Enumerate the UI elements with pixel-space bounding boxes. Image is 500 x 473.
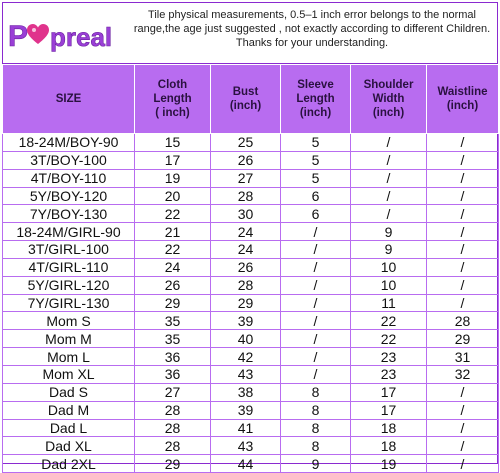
col-size-cell: 7Y/GIRL-130 xyxy=(3,294,135,312)
col-shoulder-width-cell: / xyxy=(351,134,427,152)
table-row xyxy=(3,151,499,169)
table-row xyxy=(3,187,499,205)
col-shoulder-width-cell: 19 xyxy=(351,455,427,473)
col-cloth-length-cell: 29 xyxy=(135,294,211,312)
col-size-cell: Mom L xyxy=(3,348,135,366)
table-row xyxy=(3,330,499,348)
col-waistline-cell: / xyxy=(427,276,499,294)
col-bust-cell: 40 xyxy=(211,330,281,348)
col-sleeve-length-cell: / xyxy=(281,348,351,366)
col-shoulder-width-cell: 17 xyxy=(351,401,427,419)
col-bust-cell: 29 xyxy=(211,294,281,312)
col-sleeve-length-cell: 9 xyxy=(281,455,351,473)
col-bust-cell: 41 xyxy=(211,419,281,437)
col-bust-cell: 44 xyxy=(211,455,281,473)
svg-text:P: P xyxy=(8,20,29,53)
col-sleeve-length-cell: / xyxy=(281,294,351,312)
col-sleeve-length-cell: / xyxy=(281,241,351,259)
table-row xyxy=(3,401,499,419)
col-shoulder-width-cell: 9 xyxy=(351,223,427,241)
col-cloth-length-cell: 15 xyxy=(135,134,211,152)
table-row xyxy=(3,348,499,366)
col-bust-cell: 25 xyxy=(211,134,281,152)
col-waistline-cell: / xyxy=(427,223,499,241)
col-sleeve-length-cell: / xyxy=(281,258,351,276)
col-waistline-cell: / xyxy=(427,383,499,401)
table-row xyxy=(3,241,499,259)
col-size-cell: 3T/GIRL-100 xyxy=(3,241,135,259)
col-shoulder-width-cell: 10 xyxy=(351,276,427,294)
notice-text: Tile physical measurements, 0.5–1 inch error belongs to the normal range,the age just suggested , not exactly according to different Children. Thanks for your understanding. xyxy=(133,9,491,49)
col-sleeve-length-cell: / xyxy=(281,330,351,348)
brand-logo xyxy=(6,14,128,56)
col-cloth-length-cell: 20 xyxy=(135,187,211,205)
col-size-cell: 5Y/BOY-120 xyxy=(3,187,135,205)
table-row xyxy=(3,383,499,401)
col-cloth-length-cell: 35 xyxy=(135,312,211,330)
col-waistline-cell: / xyxy=(427,187,499,205)
col-waistline-cell: / xyxy=(427,134,499,152)
col-sleeve-length-cell: 5 xyxy=(281,169,351,187)
col-size-cell: Dad M xyxy=(3,401,135,419)
col-sleeve-length-cell: 8 xyxy=(281,437,351,455)
col-cloth-length-cell: 17 xyxy=(135,151,211,169)
col-sleeve-length-cell: / xyxy=(281,365,351,383)
col-waistline-cell: 29 xyxy=(427,330,499,348)
col-waistline-cell: / xyxy=(427,258,499,276)
col-cloth-length-cell: 36 xyxy=(135,348,211,366)
col-bust-cell: 26 xyxy=(211,258,281,276)
col-shoulder-width-cell: 9 xyxy=(351,241,427,259)
col-waistline-cell: / xyxy=(427,241,499,259)
col-size-cell: 7Y/BOY-130 xyxy=(3,205,135,223)
col-shoulder-width-cell: / xyxy=(351,187,427,205)
table-row xyxy=(3,294,499,312)
col-waistline-cell: / xyxy=(427,419,499,437)
table-row xyxy=(3,205,499,223)
col-shoulder-width-cell: 23 xyxy=(351,348,427,366)
col-sleeve-length-cell: 5 xyxy=(281,151,351,169)
col-waistline-cell: / xyxy=(427,205,499,223)
table-body xyxy=(3,134,499,473)
col-waistline-header: Waistline (inch) xyxy=(427,65,499,134)
col-waistline-cell: 28 xyxy=(427,312,499,330)
col-sleeve-length-cell: 8 xyxy=(281,401,351,419)
table-row xyxy=(3,169,499,187)
svg-text:preal: preal xyxy=(50,22,113,52)
col-shoulder-width-cell: 22 xyxy=(351,330,427,348)
table-row xyxy=(3,437,499,455)
col-shoulder-width-cell: 17 xyxy=(351,383,427,401)
col-size-cell: 3T/BOY-100 xyxy=(3,151,135,169)
col-cloth-length-cell: 35 xyxy=(135,330,211,348)
col-bust-cell: 43 xyxy=(211,437,281,455)
col-size-cell: Dad XL xyxy=(3,437,135,455)
col-shoulder-width-cell: 11 xyxy=(351,294,427,312)
col-shoulder-width-cell: / xyxy=(351,205,427,223)
col-sleeve-length-cell: 6 xyxy=(281,187,351,205)
col-bust-cell: 24 xyxy=(211,223,281,241)
col-cloth-length-cell: 26 xyxy=(135,276,211,294)
col-bust-cell: 24 xyxy=(211,241,281,259)
col-sleeve-length-cell: 5 xyxy=(281,134,351,152)
col-size-cell: Dad S xyxy=(3,383,135,401)
table-row xyxy=(3,258,499,276)
col-cloth-length-cell: 28 xyxy=(135,437,211,455)
table-row xyxy=(3,223,499,241)
col-size-cell: 18-24M/BOY-90 xyxy=(3,134,135,152)
col-cloth-length-header: Cloth Length ( inch) xyxy=(135,65,211,134)
col-sleeve-length-cell: 8 xyxy=(281,419,351,437)
col-size-cell: 5Y/GIRL-120 xyxy=(3,276,135,294)
col-size-header: SIZE xyxy=(3,65,135,134)
col-size-cell: Dad 2XL xyxy=(3,455,135,473)
table-row xyxy=(3,455,499,473)
col-sleeve-length-cell: 6 xyxy=(281,205,351,223)
col-shoulder-width-cell: 22 xyxy=(351,312,427,330)
col-cloth-length-cell: 29 xyxy=(135,455,211,473)
col-bust-cell: 28 xyxy=(211,187,281,205)
table-row xyxy=(3,419,499,437)
col-cloth-length-cell: 28 xyxy=(135,401,211,419)
col-shoulder-width-cell: / xyxy=(351,169,427,187)
col-waistline-cell: 31 xyxy=(427,348,499,366)
col-sleeve-length-cell: / xyxy=(281,276,351,294)
col-bust-cell: 26 xyxy=(211,151,281,169)
col-cloth-length-cell: 19 xyxy=(135,169,211,187)
col-waistline-cell: / xyxy=(427,294,499,312)
col-waistline-cell: / xyxy=(427,151,499,169)
col-bust-cell: 38 xyxy=(211,383,281,401)
col-shoulder-width-header: Shoulder Width (inch) xyxy=(351,65,427,134)
col-size-cell: 18-24M/GIRL-90 xyxy=(3,223,135,241)
col-size-cell: Mom M xyxy=(3,330,135,348)
col-cloth-length-cell: 24 xyxy=(135,258,211,276)
col-cloth-length-cell: 22 xyxy=(135,205,211,223)
col-shoulder-width-cell: 10 xyxy=(351,258,427,276)
col-waistline-cell: / xyxy=(427,437,499,455)
col-shoulder-width-cell: 18 xyxy=(351,437,427,455)
col-bust-cell: 43 xyxy=(211,365,281,383)
col-bust-cell: 27 xyxy=(211,169,281,187)
col-cloth-length-cell: 36 xyxy=(135,365,211,383)
col-bust-cell: 39 xyxy=(211,312,281,330)
col-size-cell: 4T/GIRL-110 xyxy=(3,258,135,276)
col-sleeve-length-header: Sleeve Length (inch) xyxy=(281,65,351,134)
col-shoulder-width-cell: 23 xyxy=(351,365,427,383)
table-row xyxy=(3,276,499,294)
col-size-cell: Mom XL xyxy=(3,365,135,383)
col-size-cell: Mom S xyxy=(3,312,135,330)
table-row xyxy=(3,312,499,330)
col-bust-cell: 30 xyxy=(211,205,281,223)
table-row xyxy=(3,365,499,383)
col-shoulder-width-cell: / xyxy=(351,151,427,169)
size-chart-table xyxy=(2,64,499,473)
col-waistline-cell: / xyxy=(427,401,499,419)
col-bust-cell: 42 xyxy=(211,348,281,366)
table-row xyxy=(3,134,499,152)
header-area xyxy=(2,2,498,64)
col-cloth-length-cell: 21 xyxy=(135,223,211,241)
col-cloth-length-cell: 27 xyxy=(135,383,211,401)
col-cloth-length-cell: 28 xyxy=(135,419,211,437)
col-bust-cell: 28 xyxy=(211,276,281,294)
heart-icon xyxy=(27,24,49,44)
col-size-cell: Dad L xyxy=(3,419,135,437)
col-waistline-cell: / xyxy=(427,455,499,473)
col-bust-header: Bust (inch) xyxy=(211,65,281,134)
col-shoulder-width-cell: 18 xyxy=(351,419,427,437)
col-sleeve-length-cell: 8 xyxy=(281,383,351,401)
col-bust-cell: 39 xyxy=(211,401,281,419)
col-sleeve-length-cell: / xyxy=(281,312,351,330)
col-size-cell: 4T/BOY-110 xyxy=(3,169,135,187)
col-waistline-cell: 32 xyxy=(427,365,499,383)
table-header-row xyxy=(3,65,499,134)
col-cloth-length-cell: 22 xyxy=(135,241,211,259)
col-waistline-cell: / xyxy=(427,169,499,187)
col-sleeve-length-cell: / xyxy=(281,223,351,241)
